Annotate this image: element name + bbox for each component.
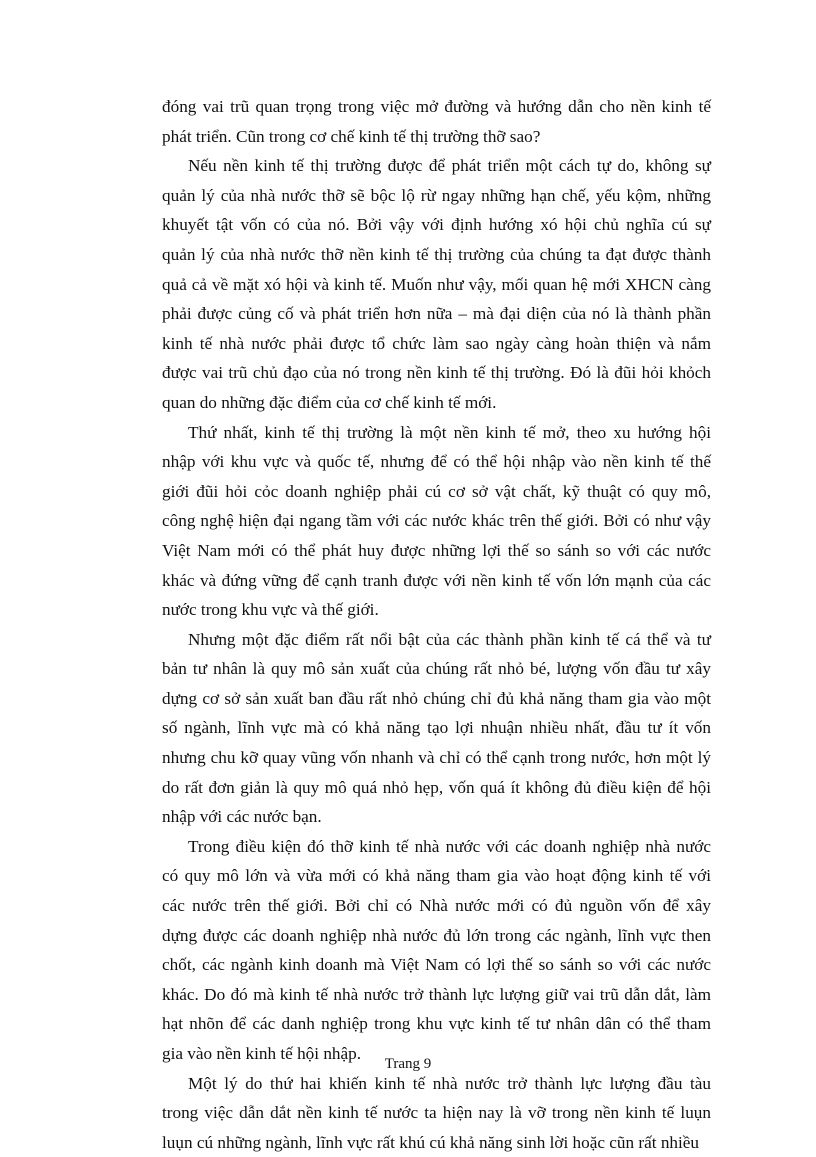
- text-line: quả cả về mặt xó hội và kinh tế. Muốn như vậy, mối quan hệ mới XHCN càng: [162, 274, 711, 294]
- paragraph: [162, 832, 711, 1069]
- text-line: quan do những đặc điểm của cơ chế kinh tế mới.: [162, 392, 497, 412]
- text-line: dựng cơ sở sản xuất ban đầu rất nhỏ chúng chỉ đủ khả năng tham gia vào một: [162, 688, 711, 708]
- text-line: được vai trũ chủ đạo của nó trong nền kinh tế thị trường. Đó là đũi hỏi khỏch: [162, 363, 711, 383]
- text-line: Trong điều kiện đó thỡ kinh tế nhà nước với các doanh nghiệp nhà nước: [188, 836, 711, 856]
- body-text: [162, 92, 711, 1157]
- text-line: gia vào nền kinh tế hội nhập.: [162, 1044, 362, 1063]
- text-line: công nghệ hiện đại ngang tầm với các nước khác trên thế giới. Bởi có như vậy: [162, 511, 711, 531]
- text-line: nhưng chu kỡ quay vũng vốn nhanh và chỉ có thể cạnh trong nước, hơn một lý: [162, 748, 711, 768]
- text-line: kinh tế nhà nước phải được tổ chức làm sao ngày càng hoàn thiện và nắm: [162, 333, 711, 353]
- text-line: nhập với các nước bạn.: [162, 807, 322, 827]
- text-line: do rất đơn giản là quy mô quá nhỏ hẹp, vốn quá ít không đủ điều kiện để hội: [162, 777, 711, 797]
- text-line: khác. Do đó mà kinh tế nhà nước trở thành lực lượng giữ vai trũ dẫn dắt, làm: [162, 984, 711, 1004]
- paragraph: [162, 625, 711, 832]
- page-number: Trang 9: [384, 1056, 432, 1072]
- text-line: số ngành, lĩnh vực mà có khả năng tạo lợi nhuận nhiều nhất, đầu tư ít vốn: [162, 718, 711, 738]
- text-line: các nước trên thế giới. Bởi chỉ có Nhà nước mới có đủ nguồn vốn để xây: [162, 896, 711, 916]
- text-line: Việt Nam mới có thể phát huy được những lợi thế so sánh so với các nước: [162, 540, 711, 560]
- text-line: đóng vai trũ quan trọng trong việc mở đường và hướng dẫn cho nền kinh tế: [162, 97, 711, 116]
- text-line: Thứ nhất, kinh tế thị trường là một nền kinh tế mở, theo xu hướng hội: [188, 422, 711, 442]
- text-line: bản tư nhân là quy mô sản xuất của chúng rất nhỏ bé, lượng vốn đầu tư xây: [162, 659, 711, 679]
- text-line: luụn cú những ngành, lĩnh vực rất khú cú khả năng sinh lời hoặc cũn rất nhiều: [162, 1132, 700, 1152]
- text-line: chốt, các ngành kinh doanh mà Việt Nam có lợi thế so sánh so với các nước: [162, 955, 711, 975]
- text-line: nước trong khu vực và thế giới.: [162, 600, 379, 620]
- text-line: quản lý của nhà nước thỡ sẽ bộc lộ rừ ngay những hạn chế, yếu kộm, những: [162, 185, 711, 205]
- text-line: dựng được các doanh nghiệp nhà nước đủ lớn trong các ngành, lĩnh vực then: [162, 925, 711, 945]
- text-line: Nhưng một đặc điểm rất nổi bật của các thành phần kinh tế cá thể và tư: [188, 629, 711, 649]
- text-line: trong việc dẫn dắt nền kinh tế nước ta hiện nay là vỡ trong nền kinh tế luụn: [162, 1103, 711, 1123]
- text-line: Một lý do thứ hai khiến kinh tế nhà nước trở thành lực lượng đầu tàu: [188, 1073, 711, 1093]
- text-line: có quy mô lớn và vừa mới có khả năng tham gia vào hoạt động kinh tế với: [162, 866, 711, 886]
- text-line: giới đũi hỏi cỏc doanh nghiệp phải cú cơ sở vật chất, kỹ thuật có quy mô,: [162, 481, 711, 501]
- text-line: quản lý của nhà nước thỡ nền kinh tế thị trường của chúng ta đạt được thành: [162, 244, 711, 264]
- text-line: hạt nhõn để các danh nghiệp trong khu vực kinh tế tư nhân dân có thể tham: [162, 1014, 711, 1034]
- paragraph: [162, 1069, 711, 1157]
- text-line: khác và đứng vững để cạnh tranh được với nền kinh tế vốn lớn mạnh của các: [162, 570, 711, 590]
- paragraph: [162, 151, 711, 417]
- text-line: phải được củng cố và phát triển hơn nữa – mà đại diện của nó là thành phần: [162, 304, 711, 324]
- text-line: khuyết tật vốn có của nó. Bởi vậy với định hướng xó hội chủ nghĩa cú sự: [162, 215, 711, 235]
- text-line: phát triển. Cũn trong cơ chế kinh tế thị trường thỡ sao?: [162, 126, 541, 146]
- text-line: Nếu nền kinh tế thị trường được để phát triển một cách tự do, không sự: [188, 156, 711, 176]
- text-line: nhập với khu vực và quốc tế, nhưng để có thể hội nhập vào nền kinh tế thế: [162, 452, 711, 472]
- paragraph: [162, 92, 711, 151]
- paragraph: [162, 418, 711, 625]
